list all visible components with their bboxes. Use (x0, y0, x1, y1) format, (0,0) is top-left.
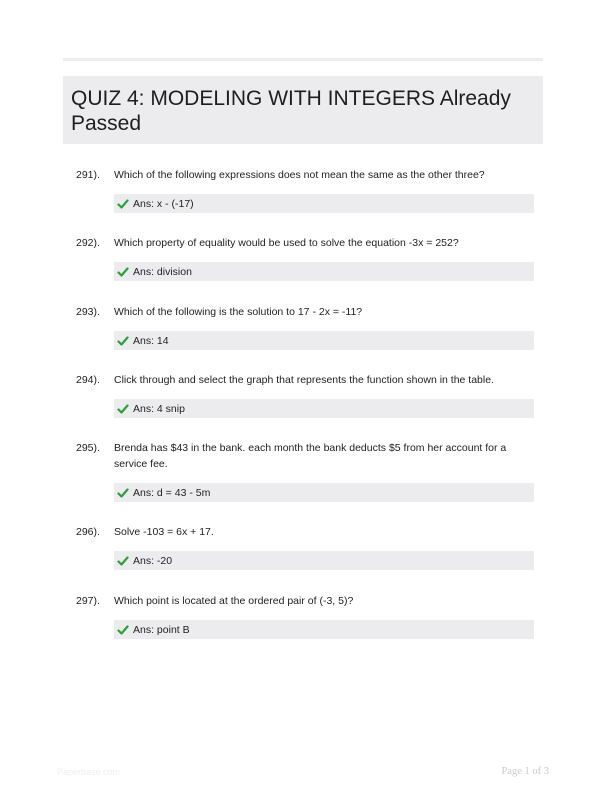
question-item (76, 235, 536, 281)
question-number: 291). (76, 169, 100, 181)
top-divider (63, 58, 543, 61)
answer-text: Ans: 4 snip (133, 402, 185, 415)
answer-box (114, 262, 534, 281)
question-item (76, 372, 536, 418)
answer-box (114, 551, 534, 570)
question-number: 295). (76, 442, 100, 454)
question-item (76, 440, 536, 502)
question-number: 292). (76, 237, 100, 249)
question-text: Which point is located at the ordered pair of (-3, 5)? (114, 595, 354, 607)
question-number: 293). (76, 306, 100, 318)
question-item (76, 167, 536, 213)
question-text: Which property of equality would be used to solve the equation -3x = 252? (114, 237, 459, 249)
page-title: QUIZ 4: MODELING WITH INTEGERS Already Passed (71, 87, 511, 135)
answer-box (114, 620, 534, 639)
answer-text: Ans: point B (133, 623, 190, 636)
answer-box (114, 331, 534, 350)
question-text: Solve -103 = 6x + 17. (114, 526, 214, 538)
question-text: Which of the following expressions does not mean the same as the other three? (114, 169, 485, 181)
check-icon (117, 266, 129, 278)
answer-text: Ans: division (133, 265, 192, 278)
check-icon (117, 198, 129, 210)
question-item (76, 593, 536, 639)
answer-text: Ans: -20 (133, 554, 173, 567)
question-number: 296). (76, 526, 100, 538)
page-number: Page 1 of 3 (501, 766, 549, 777)
answer-box (114, 483, 534, 502)
question-text: Click through and select the graph that represents the function shown in the table. (114, 374, 494, 386)
answer-box (114, 399, 534, 418)
question-number: 294). (76, 374, 100, 386)
answer-text: Ans: d = 43 - 5m (133, 486, 211, 499)
answer-box (114, 194, 534, 213)
question-text: Which of the following is the solution to 17 - 2x = -11? (114, 306, 363, 318)
check-icon (117, 487, 129, 499)
title-block (63, 76, 543, 144)
question-text: Brenda has $43 in the bank. each month the bank deducts $5 from her account for a service fee. (114, 442, 507, 470)
answer-text: Ans: x - (-17) (133, 197, 194, 210)
question-item (76, 524, 536, 570)
question-number: 297). (76, 595, 100, 607)
question-item (76, 304, 536, 350)
check-icon (117, 555, 129, 567)
check-icon (117, 335, 129, 347)
check-icon (117, 624, 129, 636)
answer-text: Ans: 14 (133, 334, 169, 347)
footer-watermark: Paperbase.com (57, 767, 121, 777)
check-icon (117, 403, 129, 415)
